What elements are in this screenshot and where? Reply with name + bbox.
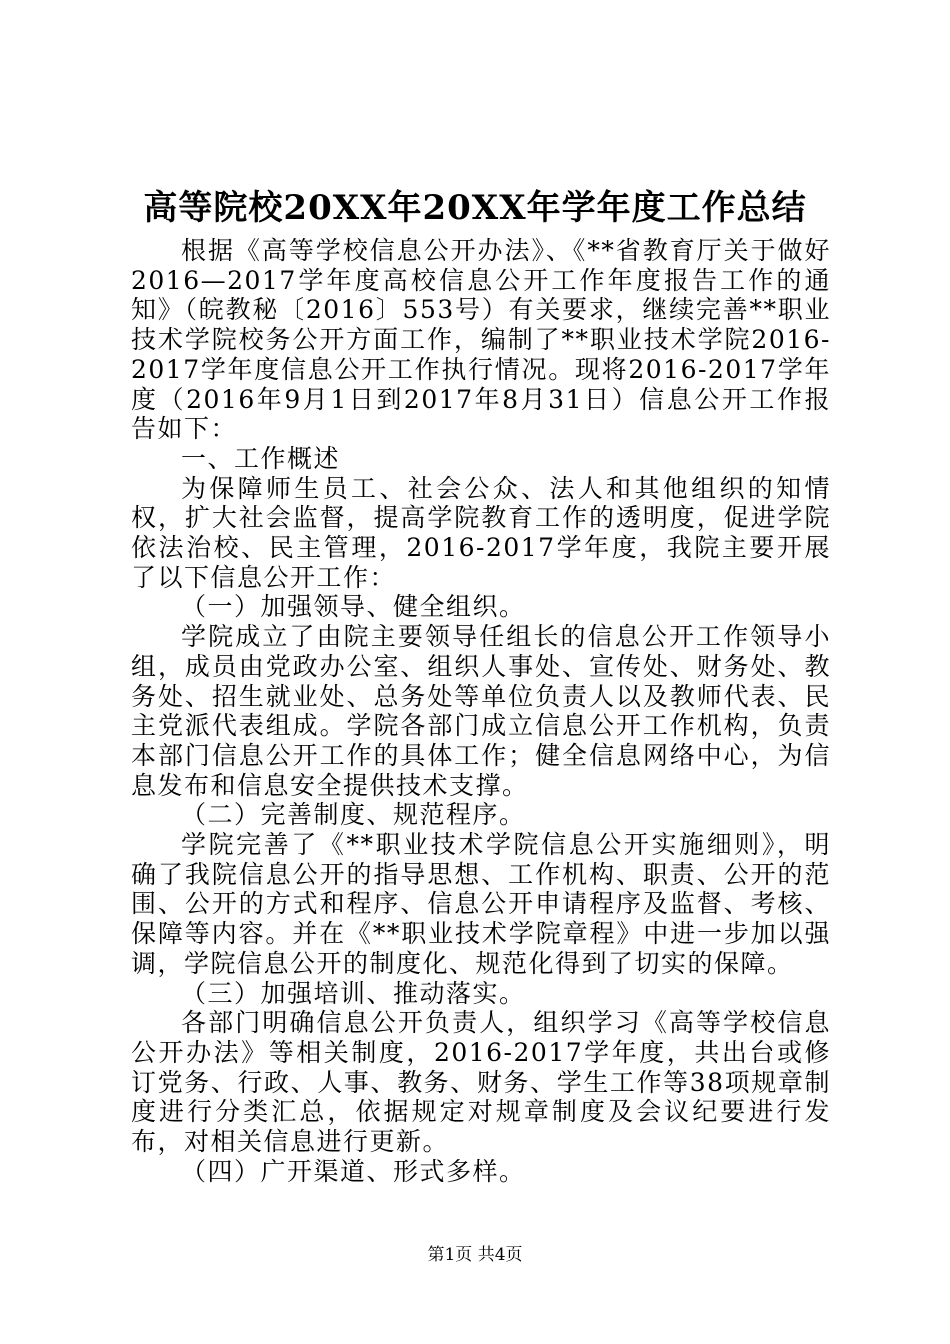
subheading-system: （二）完善制度、规范程序。 [181,800,526,830]
paragraph-leadership: 学院成立了由院主要领导任组长的信息公开工作领导小组，成员由党政办公室、组织人事处、宣传处、财务处、教务处、招生就业处、总务处等单位负责人以及教师代表、民主党派代表组成。学院各部门成立信息公开工作机构，负责本部门信息公开工作的具体工作；健全信息网络中心，为信息发布和信息安全提供技术支撑。 [131,622,831,800]
section-heading-overview: 一、工作概述 [181,443,341,473]
paragraph-system: 学院完善了《**职业技术学院信息公开实施细则》，明确了我院信息公开的指导思想、工作机构、职责、公开的范围、公开的方式和程序、信息公开申请程序及监督、考核、保障等内容。并在《**职业技术学院章程》中进一步加以强调，学院信息公开的制度化、规范化得到了切实的保障。 [131,830,831,978]
subheading-leadership: （一）加强领导、健全组织。 [181,592,526,622]
page-footer: 第1页 共4页 [427,1245,523,1265]
subheading-channels: （四）广开渠道、形式多样。 [181,1156,526,1186]
document-title: 高等院校20XX年20XX年学年度工作总结 [143,188,807,228]
paragraph-training: 各部门明确信息公开负责人，组织学习《高等学校信息公开办法》等相关制度，2016-2017学年度，共出台或修订党务、行政、人事、教务、财务、学生工作等38项规章制度进行分类汇总，依据规定对规章制度及会议纪要进行发布，对相关信息进行更新。 [131,1008,831,1157]
paragraph-intro: 根据《高等学校信息公开办法》、《**省教育厅关于做好2016—2017学年度高校信息公开工作年度报告工作的通知》（皖教秘〔2016〕553号）有关要求，继续完善**职业技术学院校务公开方面工作，编制了**职业技术学院2016-2017学年度信息公开工作执行情况。现将2016-2017学年度（2016年9月1日到2017年8月31日）信息公开工作报告如下： [131,236,831,444]
subheading-training: （三）加强培训、推动落实。 [181,978,526,1008]
paragraph-overview: 为保障师生员工、社会公众、法人和其他组织的知情权，扩大社会监督，提高学院教育工作的透明度，促进学院依法治校、民主管理，2016-2017学年度，我院主要开展了以下信息公开工作： [131,473,831,592]
document-body [131,236,831,1187]
